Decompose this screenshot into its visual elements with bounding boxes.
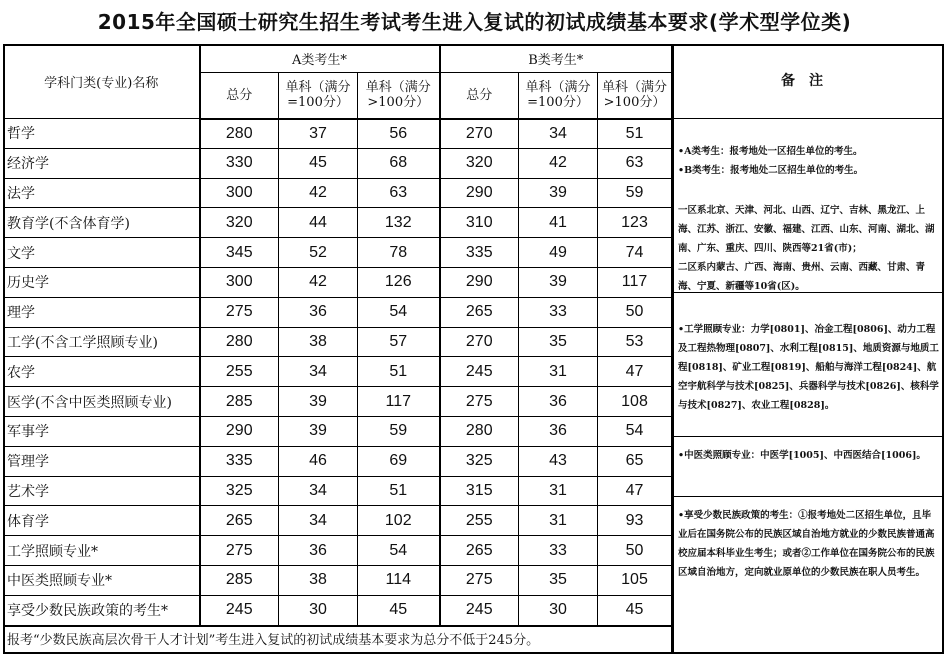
b-score-cell: 47 bbox=[598, 476, 672, 506]
remarks-header: 备注 bbox=[674, 44, 944, 119]
b-score-cell: 33 bbox=[519, 297, 598, 327]
a-score-cell: 38 bbox=[279, 565, 358, 595]
a-score-cell: 300 bbox=[200, 267, 279, 297]
remarks-divider bbox=[674, 496, 944, 497]
b-score-cell: 41 bbox=[519, 208, 598, 238]
a-score-cell: 46 bbox=[279, 446, 358, 476]
b-score-cell: 53 bbox=[598, 327, 672, 357]
a-score-cell: 34 bbox=[279, 476, 358, 506]
remarks-column bbox=[671, 44, 944, 654]
b-score-cell: 105 bbox=[598, 565, 672, 595]
b-score-cell: 315 bbox=[440, 476, 519, 506]
b-score-cell: 43 bbox=[519, 446, 598, 476]
a-score-cell: 285 bbox=[200, 565, 279, 595]
subject-cell: 历史学 bbox=[4, 267, 200, 297]
a-score-cell: 54 bbox=[358, 536, 440, 566]
subject-cell: 工学照顾专业* bbox=[4, 536, 200, 566]
a-single-100-header: 单科（满分=100分） bbox=[279, 73, 358, 119]
subject-column-header: 学科门类(专业)名称 bbox=[4, 45, 200, 119]
a-score-cell: 38 bbox=[279, 327, 358, 357]
subject-cell: 法学 bbox=[4, 178, 200, 208]
a-score-cell: 335 bbox=[200, 446, 279, 476]
b-score-cell: 30 bbox=[519, 595, 598, 625]
a-score-cell: 117 bbox=[358, 387, 440, 417]
b-score-cell: 255 bbox=[440, 506, 519, 536]
a-score-cell: 345 bbox=[200, 238, 279, 268]
subject-cell: 医学(不含中医类照顾专业) bbox=[4, 387, 200, 417]
a-score-cell: 280 bbox=[200, 119, 279, 149]
page-title: 2015年全国硕士研究生招生考试考生进入复试的初试成绩基本要求(学术型学位类) bbox=[97, 10, 852, 34]
a-score-cell: 69 bbox=[358, 446, 440, 476]
a-score-cell: 290 bbox=[200, 416, 279, 446]
a-score-cell: 255 bbox=[200, 357, 279, 387]
note-engineering-care: •工学照顾专业：力学[0801]、冶金工程[0806]、动力工程及工程热物理[0807]、水利工程[0815]、地质资源与地质工程[0818]、矿业工程[0819]、船舶与海洋工程[0824]、航空宇航科学与技术[0825]、兵器科学与技术[0826]、核科学与技术[0827]、农业工程[0828]。 bbox=[678, 324, 939, 411]
b-score-cell: 49 bbox=[519, 238, 598, 268]
a-score-cell: 285 bbox=[200, 387, 279, 417]
b-score-cell: 50 bbox=[598, 297, 672, 327]
note-minority-policy: •享受少数民族政策的考生：①报考地处二区招生单位，且毕业后在国务院公布的民族区域自治地方就业的少数民族普通高校应届本科毕业生考生；或者②工作单位在国务院公布的民族区域自治地方，定向就业原单位的少数民族在职人员考生。 bbox=[678, 510, 935, 578]
subject-cell: 理学 bbox=[4, 297, 200, 327]
b-score-cell: 245 bbox=[440, 357, 519, 387]
b-score-cell: 108 bbox=[598, 387, 672, 417]
b-score-cell: 93 bbox=[598, 506, 672, 536]
a-score-cell: 325 bbox=[200, 476, 279, 506]
a-score-cell: 275 bbox=[200, 536, 279, 566]
a-score-cell: 280 bbox=[200, 327, 279, 357]
note-group-a: •A类考生：报考地处一区招生单位的考生。 bbox=[678, 146, 863, 157]
note-zone-1: 一区系北京、天津、河北、山西、辽宁、吉林、黑龙江、上海、江苏、浙江、安徽、福建、江西、山东、河南、湖北、湖南、广东、重庆、四川、陕西等21省(市)； bbox=[678, 205, 935, 254]
note-zone-2: 二区系内蒙古、广西、海南、贵州、云南、西藏、甘肃、青海、宁夏、新疆等10省(区)。 bbox=[678, 262, 926, 292]
a-score-cell: 320 bbox=[200, 208, 279, 238]
a-score-cell: 34 bbox=[279, 357, 358, 387]
a-score-cell: 132 bbox=[358, 208, 440, 238]
b-score-cell: 39 bbox=[519, 178, 598, 208]
b-score-cell: 45 bbox=[598, 595, 672, 625]
subject-cell: 农学 bbox=[4, 357, 200, 387]
a-single-over-100-header: 单科（满分>100分） bbox=[358, 73, 440, 119]
b-score-cell: 54 bbox=[598, 416, 672, 446]
a-score-cell: 45 bbox=[358, 595, 440, 625]
a-score-cell: 300 bbox=[200, 178, 279, 208]
b-score-cell: 31 bbox=[519, 506, 598, 536]
a-score-cell: 39 bbox=[279, 387, 358, 417]
a-score-cell: 57 bbox=[358, 327, 440, 357]
a-score-cell: 36 bbox=[279, 536, 358, 566]
group-b-header: B类考生* bbox=[440, 45, 672, 73]
a-total-header: 总分 bbox=[200, 73, 279, 119]
b-score-cell: 325 bbox=[440, 446, 519, 476]
a-score-cell: 42 bbox=[279, 178, 358, 208]
b-score-cell: 290 bbox=[440, 267, 519, 297]
a-score-cell: 37 bbox=[279, 119, 358, 149]
b-score-cell: 63 bbox=[598, 148, 672, 178]
subject-cell: 享受少数民族政策的考生* bbox=[4, 595, 200, 625]
subject-cell: 工学(不含工学照顾专业) bbox=[4, 327, 200, 357]
subject-cell: 文学 bbox=[4, 238, 200, 268]
b-score-cell: 33 bbox=[519, 536, 598, 566]
note-group-b: •B类考生：报考地处二区招生单位的考生。 bbox=[678, 165, 864, 176]
b-score-cell: 47 bbox=[598, 357, 672, 387]
a-score-cell: 52 bbox=[279, 238, 358, 268]
a-score-cell: 275 bbox=[200, 297, 279, 327]
remarks-divider bbox=[674, 292, 944, 293]
a-score-cell: 68 bbox=[358, 148, 440, 178]
b-single-over-100-header: 单科（满分>100分） bbox=[598, 73, 672, 119]
b-score-cell: 31 bbox=[519, 357, 598, 387]
b-score-cell: 36 bbox=[519, 416, 598, 446]
b-score-cell: 35 bbox=[519, 327, 598, 357]
b-score-cell: 36 bbox=[519, 387, 598, 417]
a-score-cell: 39 bbox=[279, 416, 358, 446]
a-score-cell: 102 bbox=[358, 506, 440, 536]
b-score-cell: 123 bbox=[598, 208, 672, 238]
b-score-cell: 290 bbox=[440, 178, 519, 208]
footnote: 报考“少数民族高层次骨干人才计划”考生进入复试的初试成绩基本要求为总分不低于245分。 bbox=[3, 626, 671, 654]
b-score-cell: 270 bbox=[440, 327, 519, 357]
a-score-cell: 45 bbox=[279, 148, 358, 178]
b-score-cell: 39 bbox=[519, 267, 598, 297]
b-score-cell: 275 bbox=[440, 565, 519, 595]
a-score-cell: 63 bbox=[358, 178, 440, 208]
b-score-cell: 31 bbox=[519, 476, 598, 506]
a-score-cell: 34 bbox=[279, 506, 358, 536]
b-score-cell: 245 bbox=[440, 595, 519, 625]
subject-cell: 军事学 bbox=[4, 416, 200, 446]
b-score-cell: 310 bbox=[440, 208, 519, 238]
subject-cell: 体育学 bbox=[4, 506, 200, 536]
b-score-cell: 65 bbox=[598, 446, 672, 476]
a-score-cell: 54 bbox=[358, 297, 440, 327]
b-single-100-header: 单科（满分=100分） bbox=[519, 73, 598, 119]
a-score-cell: 44 bbox=[279, 208, 358, 238]
subject-cell: 经济学 bbox=[4, 148, 200, 178]
b-score-cell: 320 bbox=[440, 148, 519, 178]
a-score-cell: 330 bbox=[200, 148, 279, 178]
subject-cell: 教育学(不含体育学) bbox=[4, 208, 200, 238]
b-score-cell: 34 bbox=[519, 119, 598, 149]
b-score-cell: 59 bbox=[598, 178, 672, 208]
b-score-cell: 51 bbox=[598, 119, 672, 149]
a-score-cell: 42 bbox=[279, 267, 358, 297]
group-a-header: A类考生* bbox=[200, 45, 440, 73]
a-score-cell: 56 bbox=[358, 119, 440, 149]
a-score-cell: 126 bbox=[358, 267, 440, 297]
b-score-cell: 275 bbox=[440, 387, 519, 417]
b-total-header: 总分 bbox=[440, 73, 519, 119]
b-score-cell: 117 bbox=[598, 267, 672, 297]
b-score-cell: 280 bbox=[440, 416, 519, 446]
a-score-cell: 36 bbox=[279, 297, 358, 327]
a-score-cell: 51 bbox=[358, 357, 440, 387]
remarks-divider bbox=[674, 436, 944, 437]
subject-cell: 中医类照顾专业* bbox=[4, 565, 200, 595]
subject-cell: 管理学 bbox=[4, 446, 200, 476]
a-score-cell: 114 bbox=[358, 565, 440, 595]
b-score-cell: 335 bbox=[440, 238, 519, 268]
b-score-cell: 74 bbox=[598, 238, 672, 268]
a-score-cell: 265 bbox=[200, 506, 279, 536]
b-score-cell: 50 bbox=[598, 536, 672, 566]
b-score-cell: 265 bbox=[440, 536, 519, 566]
b-score-cell: 270 bbox=[440, 119, 519, 149]
a-score-cell: 51 bbox=[358, 476, 440, 506]
a-score-cell: 59 bbox=[358, 416, 440, 446]
b-score-cell: 42 bbox=[519, 148, 598, 178]
note-tcm-care: •中医类照顾专业：中医学[1005]、中西医结合[1006]。 bbox=[678, 450, 926, 461]
a-score-cell: 30 bbox=[279, 595, 358, 625]
subject-cell: 哲学 bbox=[4, 119, 200, 149]
a-score-cell: 245 bbox=[200, 595, 279, 625]
a-score-cell: 78 bbox=[358, 238, 440, 268]
b-score-cell: 265 bbox=[440, 297, 519, 327]
b-score-cell: 35 bbox=[519, 565, 598, 595]
subject-cell: 艺术学 bbox=[4, 476, 200, 506]
